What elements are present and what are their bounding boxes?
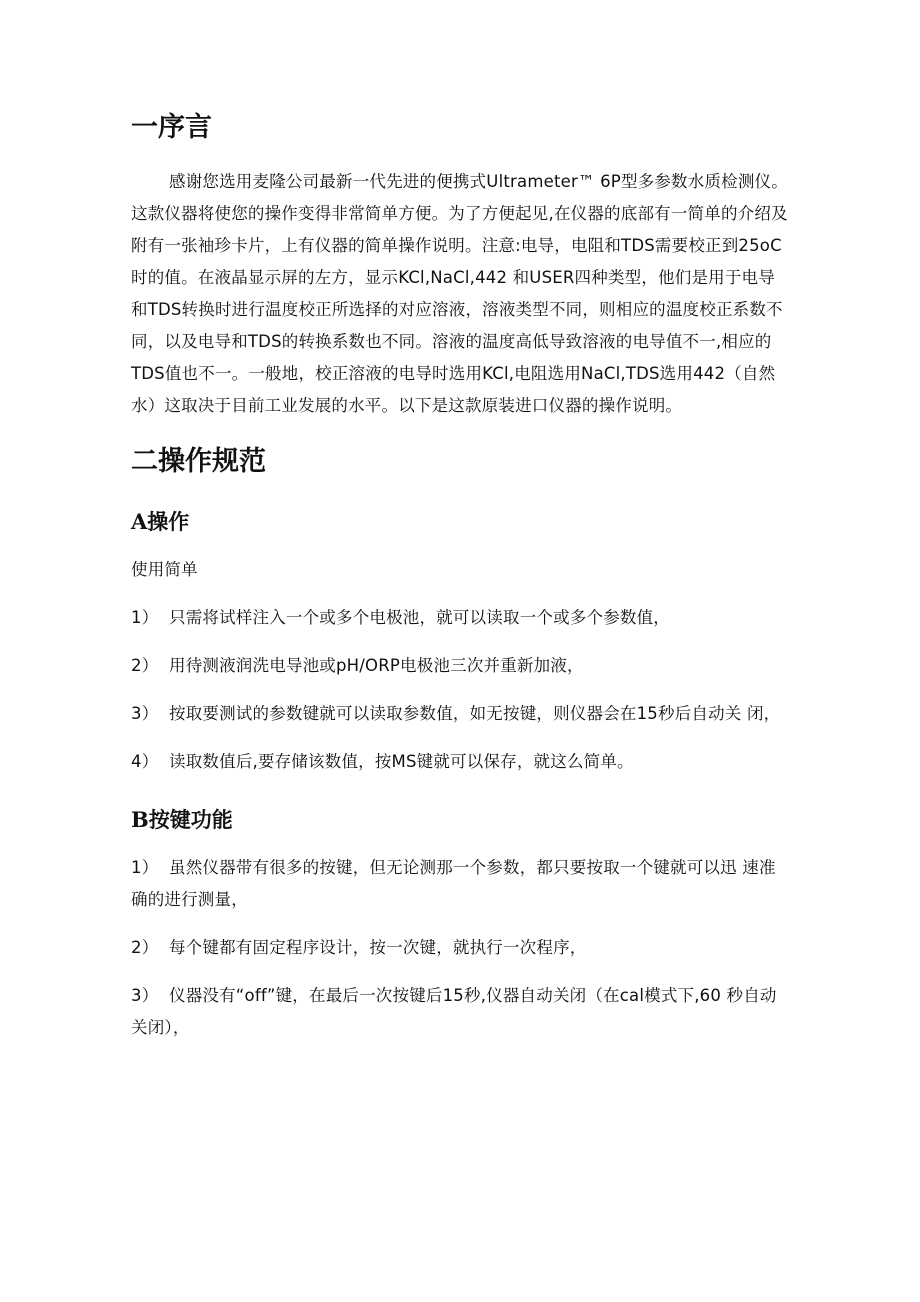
list-item xyxy=(131,980,791,1044)
list-item xyxy=(131,746,791,778)
list-item-number: 1） xyxy=(131,858,159,877)
list-item xyxy=(131,852,791,916)
list-item-text: 仪器没有“off”键，在最后一次按键后15秒,仪器自动关闭（在cal模式下,60 秒自动关闭）， xyxy=(131,986,777,1037)
subsection-title-b: B按键功能 xyxy=(131,807,233,832)
list-item-number: 2） xyxy=(131,656,159,675)
subsection-b-list xyxy=(131,852,791,1044)
list-item xyxy=(131,602,791,634)
list-item-text: 读取数值后,要存储该数值，按MS键就可以保存，就这么简单。 xyxy=(169,752,634,771)
list-item-number: 4） xyxy=(131,752,159,771)
list-item-text: 虽然仪器带有很多的按键，但无论测那一个参数，都只要按取一个键就可以迅 速准确的进行测量， xyxy=(131,858,776,909)
section-title-preface: 一序言 xyxy=(131,112,212,143)
subsection-title-a: A操作 xyxy=(131,509,190,534)
list-item-text: 每个键都有固定程序设计，按一次键，就执行一次程序， xyxy=(169,938,587,957)
list-item-number: 3） xyxy=(131,704,159,723)
list-item-text: 只需将试样注入一个或多个电极池，就可以读取一个或多个参数值， xyxy=(169,608,670,627)
list-item xyxy=(131,932,791,964)
list-item-number: 3） xyxy=(131,986,159,1005)
subsection-a-list xyxy=(131,602,791,778)
preface-paragraph: 感谢您选用麦隆公司最新一代先进的便携式Ultrameter™ 6P型多参数水质检测仪。这款仪器将使您的操作变得非常简单方便。为了方便起见,在仪器的底部有一简单的介绍及附有一张袖珍卡片，上有仪器的简单操作说明。注意:电导，电阻和TDS需要校正到25oC时的值。在液晶显示屏的左方，显示KCl,NaCl,442 和USER四种类型，他们是用于电导和TDS转换时进行温度校正所选择的对应溶液，溶液类型不同，则相应的温度校正系数不同，以及电导和TDS的转换系数也不同。溶液的温度高低导致溶液的电导值不一,相应的TDS值也不一。一般地，校正溶液的电导时选用KCl,电阻选用NaCl,TDS选用442（自然水）这取决于目前工业发展的水平。以下是这款原装进口仪器的操作说明。 xyxy=(131,172,788,415)
document-page xyxy=(131,108,791,1044)
section-title-operation: 二操作规范 xyxy=(131,446,266,477)
list-item-text: 按取要测试的参数键就可以读取参数值，如无按键，则仪器会在15秒后自动关 闭， xyxy=(169,704,781,723)
list-item-text: 用待测液润洗电导池或pH/ORP电极池三次并重新加液， xyxy=(169,656,584,675)
list-item xyxy=(131,698,791,730)
list-item-number: 1） xyxy=(131,608,159,627)
list-item-number: 2） xyxy=(131,938,159,957)
list-item xyxy=(131,650,791,682)
subsection-a-intro: 使用简单 xyxy=(131,560,198,579)
